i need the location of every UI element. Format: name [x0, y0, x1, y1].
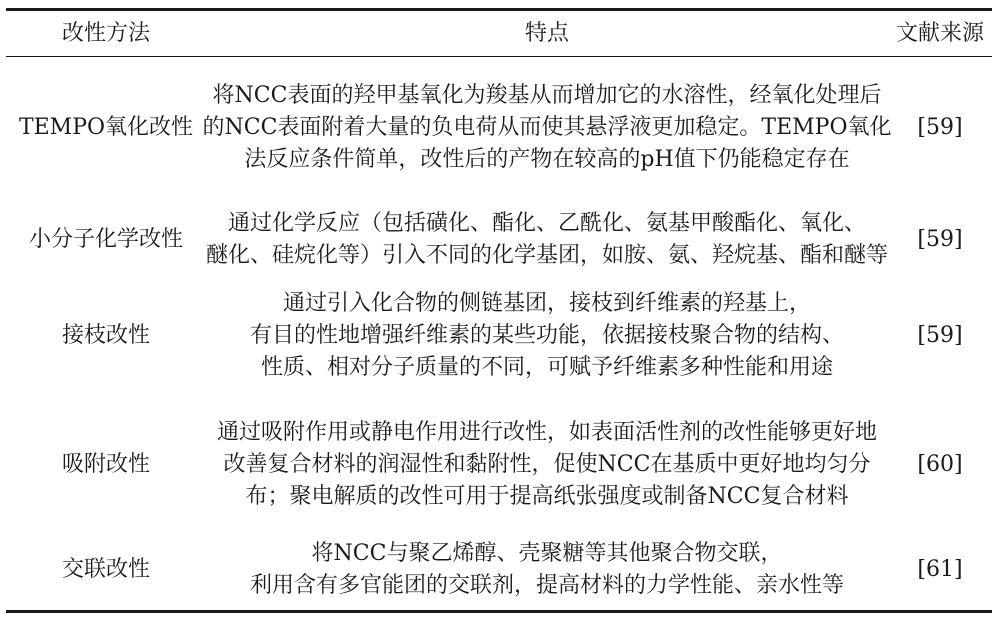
header-method: 改性方法 — [61, 21, 150, 46]
feature-line: 的NCC表面附着大量的负电荷从而使其悬浮液更加稳定。TEMPO氧化 — [202, 115, 892, 140]
row-feature — [206, 198, 888, 282]
feature-line: 通过吸附作用或静电作用进行改性，如表面活性剂的改性能够更好地 — [216, 420, 877, 445]
feature-line: 法反应条件简单，改性后的产物在较高的pH值下仍能稳定存在 — [244, 147, 850, 172]
feature-line: 有目的性地增强纤维素的某些功能，依据接枝聚合物的结构、 — [249, 323, 844, 348]
row-feature — [206, 282, 888, 390]
feature-line: 利用含有多官能团的交联剂，提高材料的力学性能、亲水性等 — [249, 573, 844, 598]
row-reference: [59] — [917, 323, 963, 348]
row-method: 吸附改性 — [61, 452, 150, 477]
header-reference: 文献来源 — [895, 21, 984, 46]
row-feature — [206, 532, 888, 608]
row-reference: [59] — [917, 227, 963, 252]
feature-line: 将NCC表面的羟甲基氧化为羧基从而增加它的水溶性，经氧化处理后 — [212, 83, 882, 108]
row-reference: [59] — [917, 115, 963, 140]
row-feature — [202, 58, 892, 198]
header-feature: 特点 — [524, 21, 569, 46]
row-reference: [60] — [917, 452, 963, 477]
table-top-rule — [6, 8, 992, 11]
table-bottom-rule — [6, 610, 992, 613]
row-reference: [61] — [917, 557, 963, 582]
feature-line: 改善复合材料的润湿性和黏附性，促使NCC在基质中更好地均匀分 — [223, 452, 871, 477]
row-method: 接枝改性 — [61, 323, 150, 348]
feature-line: 醚化、硅烷化等）引入不同的化学基团，如胺、氨、羟烷基、酯和醚等 — [206, 243, 889, 268]
feature-line: 性质、相对分子质量的不同，可赋予纤维素多种性能和用途 — [260, 355, 833, 380]
row-feature — [206, 410, 888, 520]
table-header-rule — [6, 56, 992, 57]
row-method: TEMPO氧化改性 — [18, 115, 194, 140]
feature-line: 通过化学反应（包括磺化、酯化、乙酰化、氨基甲酸酯化、氧化、 — [228, 211, 867, 236]
feature-line: 通过引入化合物的侧链基团，接枝到纤维素的羟基上， — [282, 291, 811, 316]
row-method: 交联改性 — [61, 557, 150, 582]
row-method: 小分子化学改性 — [28, 227, 183, 252]
feature-line: 布；聚电解质的改性可用于提高纸张强度或制备NCC复合材料 — [245, 484, 849, 509]
feature-line: 将NCC与聚乙烯醇、壳聚糖等其他聚合物交联， — [311, 541, 783, 566]
